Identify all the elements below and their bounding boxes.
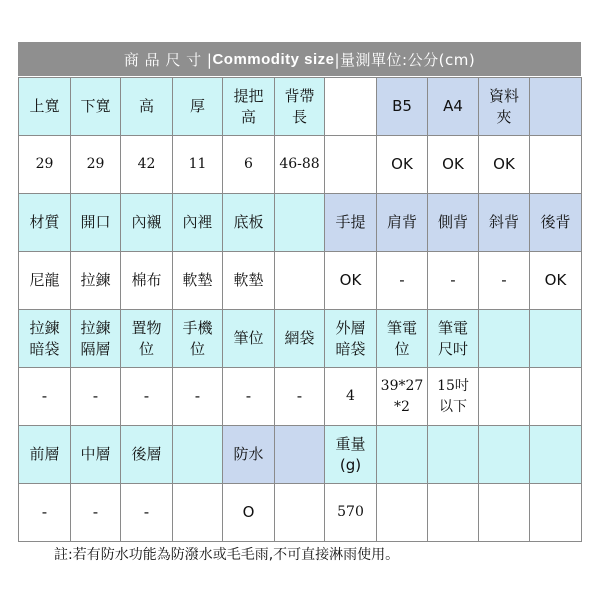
table-value-row: [19, 136, 582, 194]
title-en: Commodity size: [212, 50, 335, 68]
value-cell: [428, 136, 479, 194]
header-cell: [275, 78, 325, 136]
header-cell: [223, 426, 275, 484]
value-cell: [223, 484, 275, 542]
cell-text: 尼龍: [29, 271, 60, 289]
cell-text: 拉鍊: [29, 318, 60, 337]
cell-text: 棉布: [131, 271, 162, 289]
cell-text: 軟墊: [233, 271, 264, 289]
cell-text: 後層: [131, 445, 162, 463]
cell-text: 軟墊: [182, 271, 213, 289]
value-cell: [173, 368, 223, 426]
value-cell: [71, 368, 121, 426]
cell-text: -: [143, 387, 150, 405]
cell-text: 15吋: [437, 377, 469, 394]
header-cell: [377, 426, 428, 484]
cell-text: 外層: [335, 318, 366, 337]
spec-table: [18, 77, 582, 542]
cell-text: OK: [339, 271, 362, 289]
value-cell: [428, 484, 479, 542]
header-cell: [377, 310, 428, 368]
cell-text: 11: [188, 156, 207, 172]
cell-text: 尺吋: [437, 339, 468, 358]
value-cell: [325, 252, 377, 310]
header-cell: [71, 194, 121, 252]
header-cell: [325, 310, 377, 368]
value-cell: [71, 484, 121, 542]
cell-text: -: [194, 387, 201, 405]
cell-text: 位: [189, 339, 205, 358]
value-cell: [275, 136, 325, 194]
value-cell: [19, 136, 71, 194]
cell-text: 前層: [29, 445, 60, 463]
cell-text: 底板: [233, 213, 264, 231]
cell-text: -: [92, 387, 99, 405]
header-cell: [275, 310, 325, 368]
value-cell: [121, 484, 173, 542]
cell-text: OK: [391, 155, 413, 173]
cell-text: 防水: [233, 445, 264, 463]
cell-text: 6: [244, 156, 253, 172]
value-cell: [479, 252, 530, 310]
cell-text: -: [501, 271, 507, 289]
cell-text: 570: [337, 504, 364, 520]
header-cell: [223, 194, 275, 252]
cell-text: -: [245, 387, 252, 405]
value-cell: [19, 252, 71, 310]
header-cell: [325, 426, 377, 484]
value-cell: [325, 368, 377, 426]
header-cell: [428, 310, 479, 368]
cell-text: 39*27: [380, 377, 424, 394]
value-cell: [19, 368, 71, 426]
value-cell: [530, 368, 582, 426]
table-value-row: [19, 368, 582, 426]
header-cell: [173, 194, 223, 252]
cell-text: -: [296, 387, 303, 405]
header-cell: [223, 310, 275, 368]
title-zh: 商 品 尺 寸 |: [123, 50, 213, 69]
cell-text: -: [41, 503, 48, 521]
cell-text: 網袋: [284, 329, 315, 347]
cell-text: 筆電: [437, 318, 468, 337]
value-cell: [173, 252, 223, 310]
cell-text: 29: [86, 156, 105, 172]
value-cell: [325, 484, 377, 542]
cell-text: 暗袋: [335, 339, 366, 358]
table-value-row: [19, 484, 582, 542]
cell-text: 拉鍊: [80, 318, 111, 337]
header-cell: [428, 426, 479, 484]
header-cell: [173, 78, 223, 136]
header-cell: [479, 310, 530, 368]
cell-text: 29: [35, 156, 54, 172]
cell-text: OK: [544, 271, 567, 289]
cell-text: 位: [394, 339, 410, 358]
header-cell: [71, 78, 121, 136]
cell-text: -: [143, 503, 150, 521]
table-header-row: [19, 426, 582, 484]
value-cell: [275, 368, 325, 426]
header-cell: [530, 194, 582, 252]
cell-text: -: [92, 503, 99, 521]
cell-text: 暗袋: [29, 339, 60, 358]
table-header-row: [19, 194, 582, 252]
value-cell: [377, 252, 428, 310]
value-cell: [173, 484, 223, 542]
header-cell: [325, 194, 377, 252]
value-cell: [71, 136, 121, 194]
value-cell: [428, 368, 479, 426]
value-cell: [71, 252, 121, 310]
value-cell: [121, 368, 173, 426]
cell-text: 側背: [437, 213, 468, 231]
cell-text: 背帶: [284, 86, 315, 105]
table-header-row: [19, 310, 582, 368]
value-cell: [121, 252, 173, 310]
cell-text: A4: [443, 97, 463, 115]
cell-text: O: [242, 503, 255, 521]
cell-text: B5: [392, 97, 412, 115]
cell-text: 拉鍊: [80, 271, 111, 289]
header-cell: [530, 310, 582, 368]
value-cell: [530, 136, 582, 194]
header-cell: [377, 78, 428, 136]
value-cell: [377, 136, 428, 194]
cell-text: 下寬: [80, 97, 111, 115]
cell-text: 手機: [182, 318, 213, 337]
title-unit: |量測單位:公分(cm): [334, 50, 476, 69]
header-cell: [121, 78, 173, 136]
header-cell: [479, 78, 530, 136]
value-cell: [275, 484, 325, 542]
header-cell: [71, 310, 121, 368]
cell-text: 夾: [496, 107, 512, 126]
value-cell: [377, 368, 428, 426]
header-cell: [223, 78, 275, 136]
value-cell: [121, 136, 173, 194]
cell-text: 材質: [29, 213, 60, 231]
header-cell: [19, 426, 71, 484]
header-cell: [325, 78, 377, 136]
cell-text: 手提: [335, 213, 366, 231]
header-cell: [121, 310, 173, 368]
cell-text: 中層: [80, 445, 111, 463]
cell-text: 隔層: [80, 339, 111, 358]
value-cell: [479, 136, 530, 194]
value-cell: [223, 136, 275, 194]
value-cell: [377, 484, 428, 542]
footnote: 註:若有防水功能為防潑水或毛毛雨,不可直接淋雨使用。: [54, 547, 400, 563]
header-cell: [275, 426, 325, 484]
cell-text: 內裡: [182, 213, 213, 231]
value-cell: [479, 484, 530, 542]
cell-text: 高: [138, 97, 154, 115]
value-cell: [173, 136, 223, 194]
cell-text: 以下: [439, 398, 467, 415]
value-cell: [325, 136, 377, 194]
header-cell: [121, 194, 173, 252]
header-cell: [377, 194, 428, 252]
value-cell: [530, 252, 582, 310]
header-cell: [479, 194, 530, 252]
cell-text: OK: [493, 155, 515, 173]
title-bar: [18, 42, 581, 76]
value-cell: [428, 252, 479, 310]
header-cell: [479, 426, 530, 484]
value-cell: [275, 252, 325, 310]
cell-text: -: [41, 387, 48, 405]
cell-text: 斜背: [488, 213, 519, 231]
cell-text: 長: [291, 107, 307, 126]
cell-text: 筆位: [233, 329, 264, 347]
value-cell: [223, 368, 275, 426]
cell-text: (g): [339, 455, 362, 474]
cell-text: 筆電: [386, 318, 417, 337]
value-cell: [223, 252, 275, 310]
header-cell: [173, 310, 223, 368]
cell-text: *2: [394, 398, 410, 415]
cell-text: 提把: [233, 86, 264, 105]
cell-text: -: [450, 271, 456, 289]
table-header-row: [19, 78, 582, 136]
cell-text: -: [399, 271, 405, 289]
header-cell: [428, 78, 479, 136]
header-cell: [71, 426, 121, 484]
header-cell: [530, 78, 582, 136]
cell-text: 46-88: [279, 156, 320, 172]
header-cell: [530, 426, 582, 484]
header-cell: [173, 426, 223, 484]
value-cell: [479, 368, 530, 426]
value-cell: [530, 484, 582, 542]
cell-text: 後背: [540, 213, 571, 231]
cell-text: 位: [138, 339, 154, 358]
cell-text: OK: [442, 155, 464, 173]
cell-text: 置物: [131, 318, 162, 337]
header-cell: [19, 310, 71, 368]
cell-text: 4: [346, 388, 355, 404]
header-cell: [275, 194, 325, 252]
cell-text: 厚: [189, 97, 205, 115]
value-cell: [19, 484, 71, 542]
cell-text: 42: [137, 156, 156, 172]
table-value-row: [19, 252, 582, 310]
cell-text: 上寬: [29, 97, 60, 115]
cell-text: 重量: [335, 434, 366, 453]
header-cell: [19, 194, 71, 252]
cell-text: 開口: [80, 213, 111, 231]
cell-text: 內襯: [131, 213, 162, 231]
header-cell: [121, 426, 173, 484]
cell-text: 肩背: [386, 213, 417, 231]
cell-text: 高: [240, 107, 256, 126]
header-cell: [19, 78, 71, 136]
cell-text: 資料: [488, 86, 519, 105]
header-cell: [428, 194, 479, 252]
